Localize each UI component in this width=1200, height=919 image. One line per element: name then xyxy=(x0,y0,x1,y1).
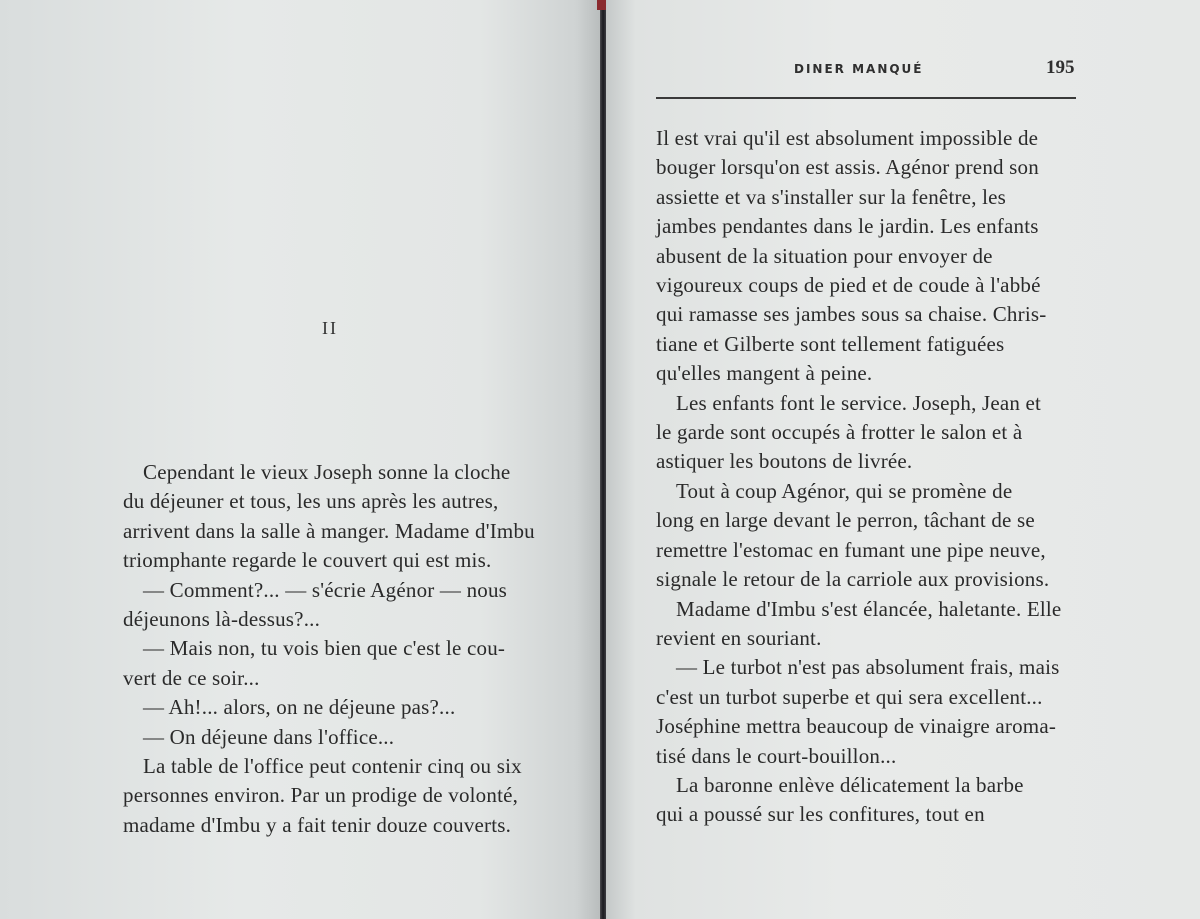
text-line: arrivent dans la salle à manger. Madame d'Imbu xyxy=(123,518,535,543)
text-line: personnes environ. Par un prodige de volonté, xyxy=(123,783,519,808)
paragraph xyxy=(656,124,1078,389)
text-line: Madame d'Imbu s'est élancée, haletante. Elle xyxy=(676,596,1062,621)
text-line: déjeunons là-dessus?... xyxy=(123,607,321,632)
paragraph xyxy=(656,477,1078,595)
header-rule xyxy=(656,97,1076,99)
paragraph xyxy=(656,389,1078,477)
text-line: Tout à coup Agénor, qui se promène de xyxy=(676,478,1013,503)
paragraph xyxy=(123,458,551,576)
text-line: bouger lorsqu'on est assis. Agénor prend son xyxy=(656,155,1039,180)
paragraph xyxy=(123,634,551,693)
text-line: c'est un turbot superbe et qui sera excellent... xyxy=(656,684,1043,709)
text-line: jambes pendantes dans le jardin. Les enfants xyxy=(656,214,1039,239)
running-head: DINER MANQUÉ xyxy=(794,62,924,76)
left-page-text xyxy=(123,458,551,840)
paragraph xyxy=(123,723,551,752)
text-line: tiane et Gilberte sont tellement fatiguées xyxy=(656,331,1005,356)
text-line: Il est vrai qu'il est absolument impossible de xyxy=(656,126,1039,150)
text-line: assiette et va s'installer sur la fenêtre, les xyxy=(656,184,1007,209)
page-number: 195 xyxy=(1046,57,1075,78)
paragraph xyxy=(656,653,1078,771)
paragraph xyxy=(656,595,1078,654)
paragraph xyxy=(123,693,551,722)
text-line: madame d'Imbu y a fait tenir douze couverts. xyxy=(123,812,512,837)
text-line: le garde sont occupés à frotter le salon et à xyxy=(656,420,1023,445)
text-line: du déjeuner et tous, les uns après les autres, xyxy=(123,489,499,514)
text-line: — On déjeune dans l'office... xyxy=(143,724,395,749)
text-line: Cependant le vieux Joseph sonne la cloche xyxy=(143,460,511,484)
text-line: signale le retour de la carriole aux provisions. xyxy=(656,567,1050,592)
text-line: abusent de la situation pour envoyer de xyxy=(656,243,993,268)
right-page-text xyxy=(656,124,1078,830)
text-line: — Ah!... alors, on ne déjeune pas?... xyxy=(143,695,456,720)
text-line: revient en souriant. xyxy=(656,625,822,650)
text-line: La baronne enlève délicatement la barbe xyxy=(676,772,1024,797)
text-line: Les enfants font le service. Joseph, Jean et xyxy=(676,390,1042,415)
paragraph xyxy=(123,576,551,635)
text-line: — Comment?... — s'écrie Agénor — nous xyxy=(143,577,508,602)
paragraph xyxy=(656,771,1078,830)
text-line: vigoureux coups de pied et de coude à l'abbé xyxy=(656,273,1041,298)
text-line: long en large devant le perron, tâchant de se xyxy=(656,508,1035,533)
text-line: qui a poussé sur les confitures, tout en xyxy=(656,802,985,827)
text-line: triomphante regarde le couvert qui est mis. xyxy=(123,548,492,573)
text-line: Joséphine mettra beaucoup de vinaigre aroma- xyxy=(656,714,1057,739)
text-line: La table de l'office peut contenir cinq ou six xyxy=(143,754,522,779)
text-line: — Le turbot n'est pas absolument frais, mais xyxy=(676,655,1060,680)
text-line: qu'elles mangent à peine. xyxy=(656,361,873,386)
text-line: — Mais non, tu vois bien que c'est le cou- xyxy=(143,636,506,661)
text-line: tisé dans le court-bouillon... xyxy=(656,743,897,768)
text-line: vert de ce soir... xyxy=(123,665,260,690)
paragraph xyxy=(123,752,551,840)
text-line: remettre l'estomac en fumant une pipe neuve, xyxy=(656,537,1046,562)
text-line: astiquer les boutons de livrée. xyxy=(656,449,913,474)
text-line: qui ramasse ses jambes sous sa chaise. Chris- xyxy=(656,302,1047,327)
chapter-number: II xyxy=(322,318,338,338)
